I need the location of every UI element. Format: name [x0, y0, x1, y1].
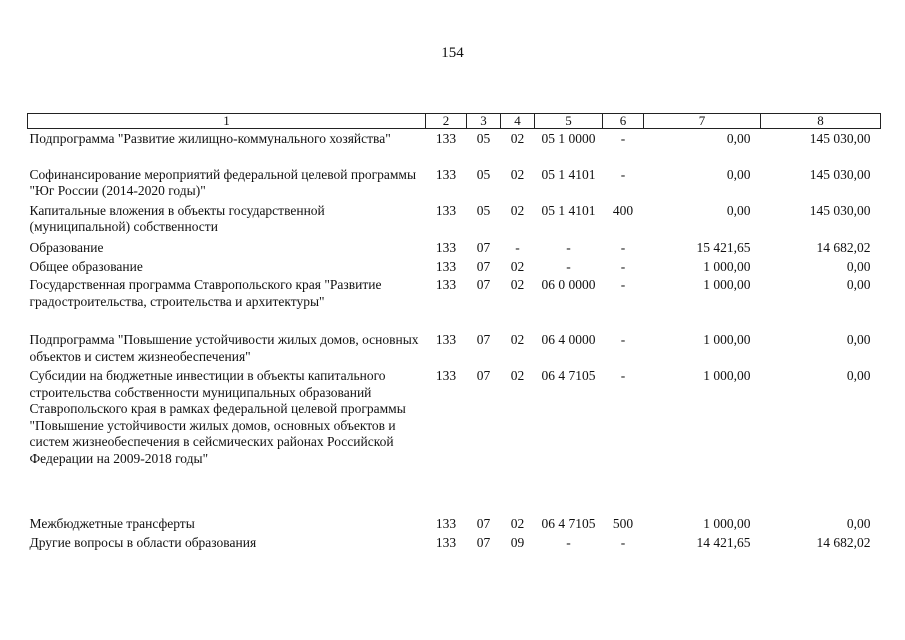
cell-subsection: 09 — [510, 535, 525, 550]
cell-target-article: 05 1 0000 — [541, 131, 596, 146]
cell-subsection: 02 — [510, 131, 525, 146]
table-body — [28, 129, 881, 553]
row-name: Подпрограмма "Развитие жилищно-коммунального хозяйства" — [29, 131, 391, 146]
table-row — [28, 257, 881, 276]
cell-amount-7: 1 000,00 — [703, 277, 751, 292]
cell-admin-code: 133 — [435, 332, 457, 347]
cell-admin-code: 133 — [435, 535, 457, 550]
cell-subsection: 02 — [510, 166, 525, 182]
header-cell-8: 8 — [761, 114, 881, 129]
header-cell-7: 7 — [644, 114, 761, 129]
cell-expense-type: - — [620, 239, 626, 255]
cell-amount-7: 1 000,00 — [703, 516, 751, 531]
table-row — [28, 238, 881, 257]
row-name: Подпрограмма "Повышение устойчивости жилых домов, основных объектов и систем жизнеобеспечения" — [29, 332, 419, 364]
cell-amount-8: 14 682,02 — [816, 239, 871, 255]
row-name: Государственная программа Ставропольского края "Развитие градостроительства, строительства и архитектуры" — [29, 277, 382, 309]
table-row — [28, 514, 881, 533]
table-row — [28, 330, 881, 366]
cell-target-article: 05 1 4101 — [541, 166, 596, 182]
cell-amount-7: 0,00 — [726, 166, 751, 182]
cell-admin-code: 133 — [435, 239, 457, 255]
header-cell-4: 4 — [501, 114, 535, 129]
cell-amount-8: 145 030,00 — [809, 202, 871, 218]
row-name: Субсидии на бюджетные инвестиции в объекты капитального строительства собственности муниципальных образований Ставропольского края в рамках федеральной целевой программы "Повышение устойчивости жилых домов, основных объектов и систем жизнеобеспечения в сейсмических районах Российской Федерации на 2009-2018 годы" — [29, 368, 406, 466]
header-cell-5: 5 — [535, 114, 603, 129]
cell-amount-8: 0,00 — [846, 368, 871, 383]
header-cell-2: 2 — [426, 114, 467, 129]
cell-expense-type: - — [620, 258, 626, 274]
cell-section: 05 — [476, 166, 491, 182]
cell-admin-code: 133 — [435, 258, 457, 274]
header-cell-6: 6 — [603, 114, 644, 129]
cell-amount-8: 0,00 — [846, 277, 871, 292]
cell-target-article: 06 0 0000 — [541, 277, 596, 292]
header-cell-3: 3 — [467, 114, 501, 129]
row-name: Образование — [29, 239, 104, 255]
cell-section: 07 — [476, 277, 491, 292]
cell-subsection: 02 — [510, 258, 525, 274]
table-row — [28, 201, 881, 238]
cell-subsection: 02 — [510, 332, 525, 347]
row-name: Другие вопросы в области образования — [29, 535, 257, 550]
cell-amount-8: 0,00 — [846, 332, 871, 347]
header-row — [28, 114, 881, 129]
cell-expense-type: - — [620, 368, 626, 383]
row-name: Капитальные вложения в объекты государственной (муниципальной) собственности — [29, 202, 325, 234]
cell-amount-8: 145 030,00 — [809, 131, 871, 146]
table-row — [28, 165, 881, 201]
cell-amount-7: 1 000,00 — [703, 368, 751, 383]
cell-expense-type: 400 — [612, 202, 634, 218]
cell-target-article: 05 1 4101 — [541, 202, 596, 218]
cell-expense-type: - — [620, 131, 626, 146]
cell-amount-7: 0,00 — [726, 131, 751, 146]
cell-amount-8: 145 030,00 — [809, 166, 871, 182]
cell-section: 07 — [476, 239, 491, 255]
cell-subsection: 02 — [510, 277, 525, 292]
cell-target-article: 06 4 0000 — [541, 332, 596, 347]
cell-target-article: 06 4 7105 — [541, 368, 596, 383]
cell-amount-7: 14 421,65 — [696, 535, 751, 550]
cell-section: 05 — [476, 131, 491, 146]
table-row — [28, 533, 881, 552]
cell-target-article: 06 4 7105 — [541, 516, 596, 531]
table-row — [28, 366, 881, 514]
cell-amount-8: 0,00 — [846, 258, 871, 274]
cell-admin-code: 133 — [435, 131, 457, 146]
cell-section: 05 — [476, 202, 491, 218]
row-name: Общее образование — [29, 258, 143, 274]
table-header — [28, 114, 881, 129]
cell-subsection: 02 — [510, 368, 525, 383]
cell-section: 07 — [476, 332, 491, 347]
cell-expense-type: 500 — [612, 516, 634, 531]
table-row — [28, 275, 881, 330]
cell-expense-type: - — [620, 277, 626, 292]
cell-expense-type: - — [620, 166, 626, 182]
cell-target-article: - — [566, 258, 571, 274]
cell-subsection: - — [515, 239, 520, 255]
cell-target-article: - — [566, 239, 571, 255]
cell-admin-code: 133 — [435, 368, 457, 383]
cell-admin-code: 133 — [435, 202, 457, 218]
cell-amount-7: 1 000,00 — [703, 332, 751, 347]
cell-admin-code: 133 — [435, 516, 457, 531]
cell-subsection: 02 — [510, 202, 525, 218]
cell-subsection: 02 — [510, 516, 525, 531]
cell-amount-7: 1 000,00 — [703, 258, 751, 274]
cell-amount-8: 0,00 — [846, 516, 871, 531]
cell-expense-type: - — [620, 535, 626, 550]
cell-section: 07 — [476, 516, 491, 531]
cell-section: 07 — [476, 535, 491, 550]
row-name: Софинансирование мероприятий федеральной целевой программы "Юг России (2014-2020 годы)" — [29, 166, 417, 198]
row-name: Межбюджетные трансферты — [29, 516, 195, 531]
cell-expense-type: - — [620, 332, 626, 347]
budget-table — [27, 113, 881, 552]
table-row — [28, 129, 881, 165]
cell-amount-7: 15 421,65 — [696, 239, 751, 255]
cell-admin-code: 133 — [435, 166, 457, 182]
cell-target-article: - — [566, 535, 571, 550]
cell-section: 07 — [476, 368, 491, 383]
cell-admin-code: 133 — [435, 277, 457, 292]
cell-amount-7: 0,00 — [726, 202, 751, 218]
cell-section: 07 — [476, 258, 491, 274]
cell-amount-8: 14 682,02 — [816, 535, 871, 550]
header-cell-1: 1 — [28, 114, 426, 129]
page-number: 154 — [441, 45, 464, 61]
